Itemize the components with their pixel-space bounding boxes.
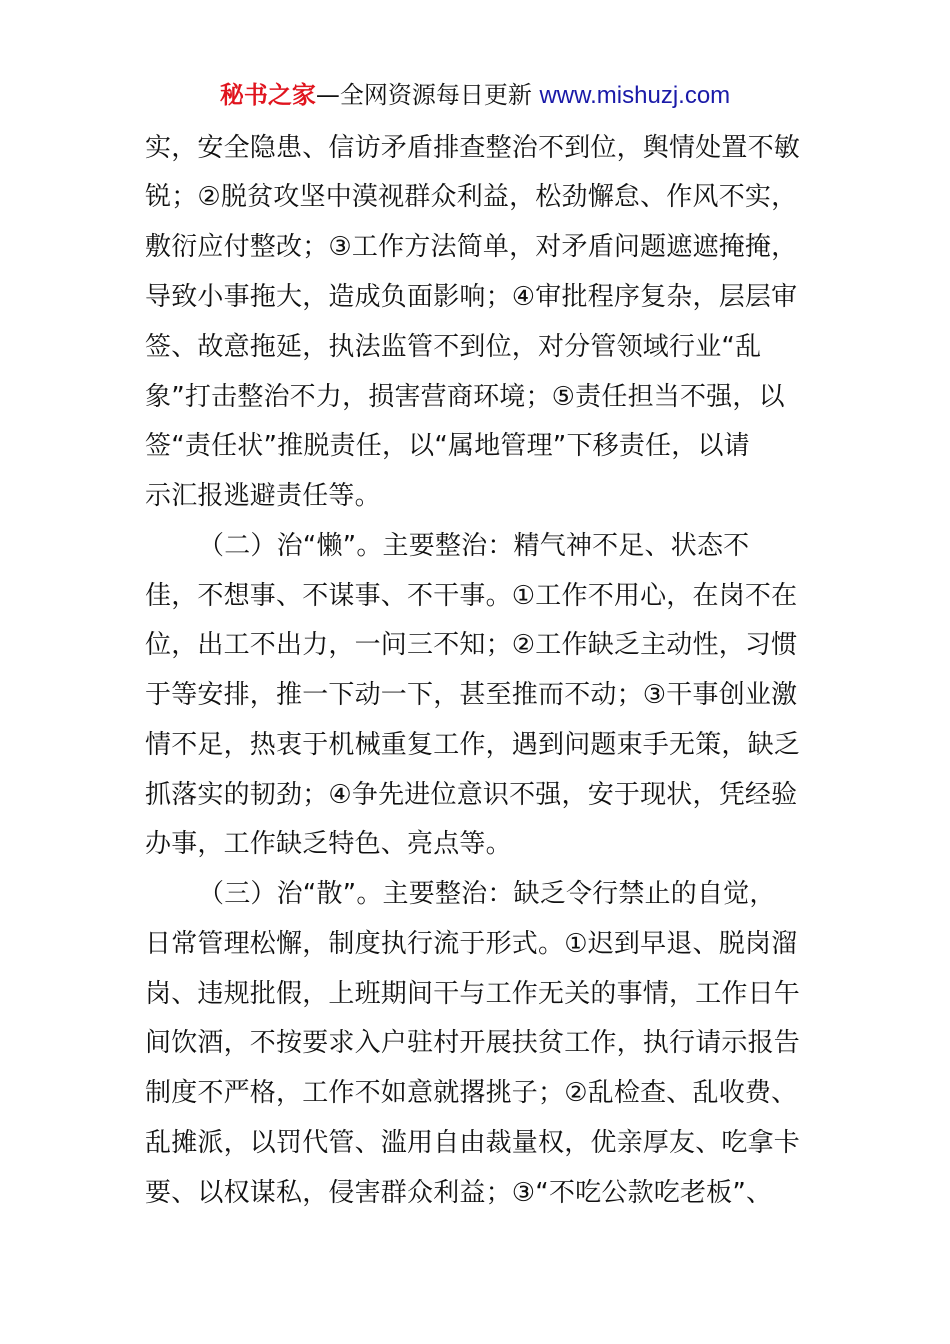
site-header [0,78,950,113]
text-line: 间饮酒，不按要求入户驻村开展扶贫工作，执行请示报告 [145,1028,801,1058]
text-line: 情不足，热衷于机械重复工作，遇到问题束手无策，缺乏 [145,730,801,760]
text-line: 签“责任状”推脱责任，以“属地管理”下移责任，以请 [145,431,750,461]
text-line: 锐；②脱贫攻坚中漠视群众利益，松劲懈怠、作风不实， [145,182,798,212]
text-line: 要、以权谋私，侵害群众利益；③“不吃公款吃老板”、 [145,1178,773,1208]
text-line: 日常管理松懈，制度执行流于形式。①迟到早退、脱岗溜 [145,929,798,959]
text-line: 实，安全隐患、信访矛盾排查整治不到位，舆情处置不敏 [145,133,801,163]
text-line: 办事，工作缺乏特色、亮点等。 [145,829,512,859]
text-line: 于等安排，推一下动一下，甚至推而不动；③干事创业激 [145,680,798,710]
section-heading-2: （二）治“懒”。主要整治：精气神不足、状态不 [198,531,750,561]
site-tagline: —全网资源每日更新 [315,81,540,109]
site-brand: 秘书之家 [219,81,316,109]
text-line: 敷衍应付整改；③工作方法简单，对矛盾问题遮遮掩掩， [145,232,798,262]
text-line: 象”打击整治不力，损害营商环境；⑤责任担当不强，以 [145,382,785,412]
text-line: 导致小事拖大，造成负面影响；④审批程序复杂，层层审 [145,282,798,312]
text-line: 抓落实的韧劲；④争先进位意识不强，安于现状，凭经验 [145,780,798,810]
text-line: 佳，不想事、不谋事、不干事。①工作不用心，在岗不在 [145,581,798,611]
text-line: 签、故意拖延，执法监管不到位，对分管领域行业“乱 [145,332,762,362]
site-url[interactable]: www.mishuzj.com [539,82,731,109]
text-line: 岗、违规批假，上班期间干与工作无关的事情，工作日午 [145,979,801,1009]
text-line: 乱摊派，以罚代管、滥用自由裁量权，优亲厚友、吃拿卡 [145,1128,801,1158]
text-line: 制度不严格，工作不如意就撂挑子；②乱检查、乱收费、 [145,1078,798,1108]
text-line: 示汇报逃避责任等。 [145,481,381,511]
text-line: 位，出工不出力，一问三不知；②工作缺乏主动性，习惯 [145,630,798,660]
section-heading-3: （三）治“散”。主要整治：缺乏令行禁止的自觉， [198,879,776,909]
